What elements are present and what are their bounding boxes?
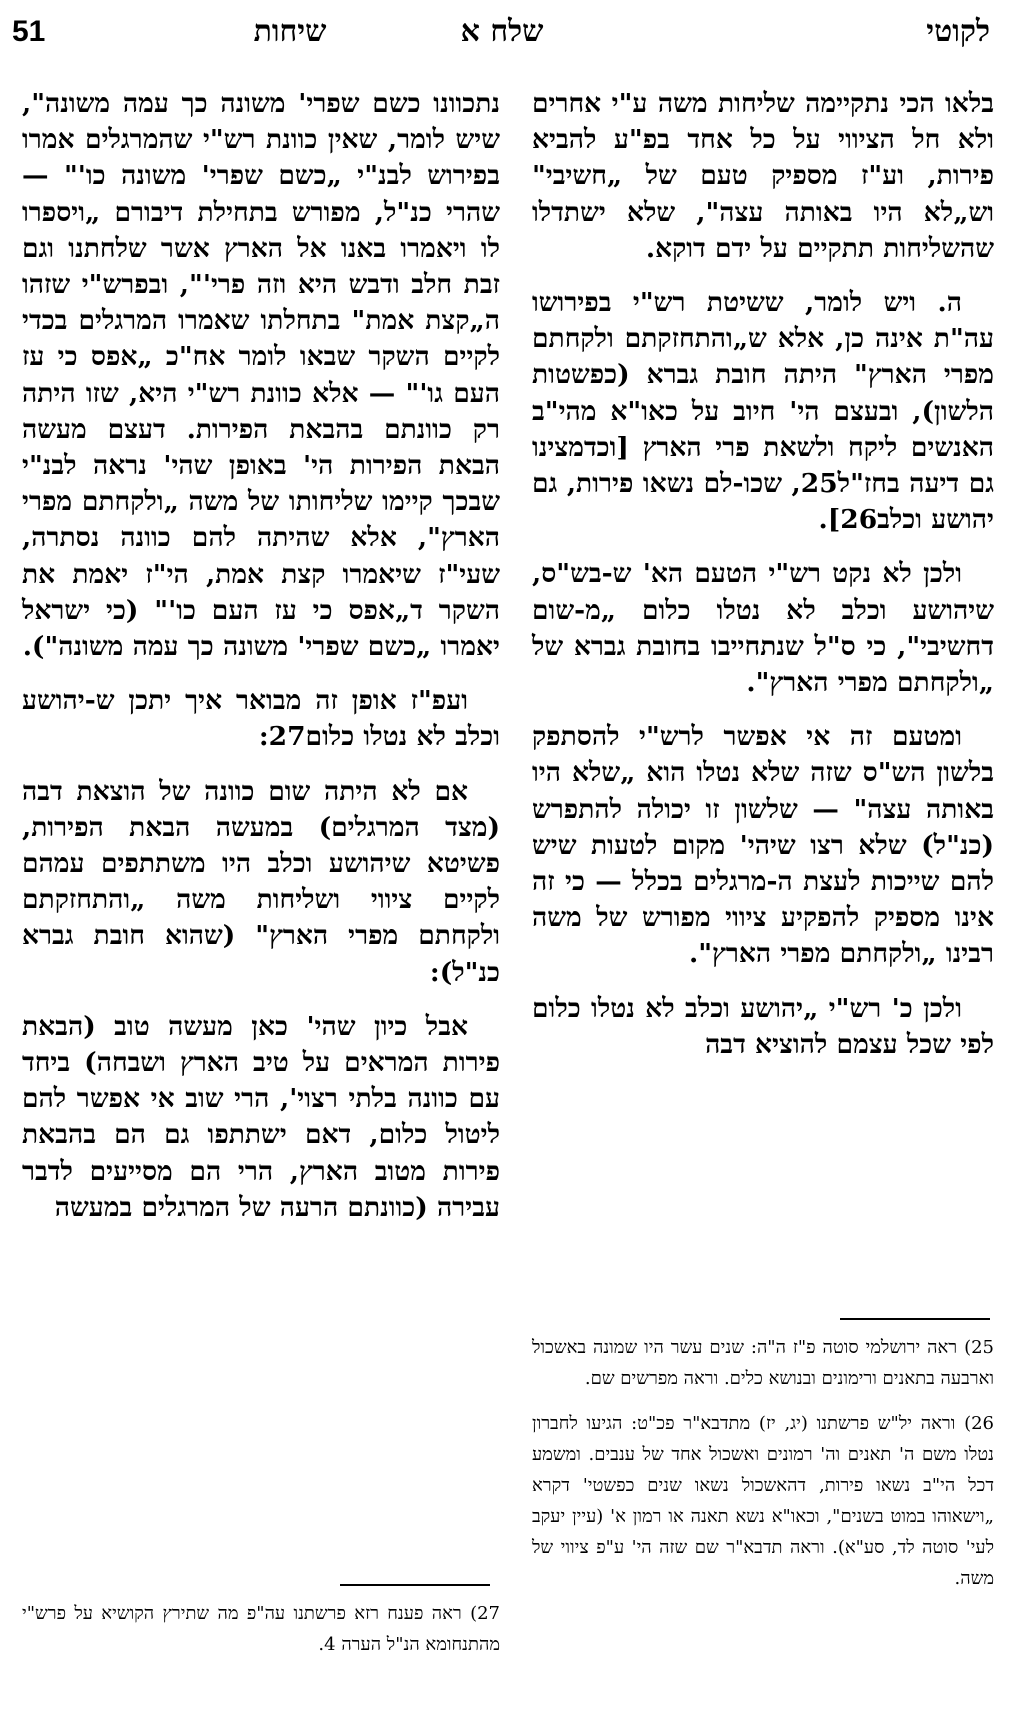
paragraph: ומטעם זה אי אפשר לרש"י להסתפק בלשון הש"ס שזה שלא נטלו הוא „שלא היו באותה עצה" — שלשון זו יכולה להתפרש (כנ"ל) שלא רצו שיהי' מקום לטעות שיש להם שייכות לעצת ה-מרגלים בכלל — כי זה אינו מספיק להפקיע ציווי מפורש של משה רבינו „ולקחתם מפרי הארץ". <box>532 721 994 970</box>
paragraph: ועפ"ז אופן זה מבואר איך יתכן ש-יהושע וכלב לא נטלו כלום27: <box>22 685 500 753</box>
header-section: שיחות <box>253 14 327 49</box>
header-book-title: לקוטי <box>926 14 990 49</box>
paragraph: ה. ויש לומר, ששיטת רש"י בפירושו עה"ת אינה כן, אלא ש„והתחזקתם ולקחתם מפרי הארץ" היתה חובת גברא (כפשטות הלשון), ובעצם הי' חיוב על כאו"א מהי"ב האנשים ליקח ולשאת פרי הארץ [וכדמצינו גם דיעה בחז"ל25, שכו-לם נשאו פירות, גם יהושע וכלב26]. <box>532 287 994 536</box>
left-text-column <box>22 86 500 1244</box>
right-text-column <box>532 86 994 1081</box>
footnote-divider-left <box>340 1584 490 1586</box>
paragraph: נתכוונו כשם שפרי' משונה כך עמה משונה", שיש לומר, שאין כוונת רש"י שהמרגלים אמרו בפירוש לבנ"י „כשם שפרי' משונה כו'" — שהרי כנ"ל, מפורש בתחילת דיבורם „ויספרו לו ויאמרו באנו אל הארץ אשר שלחתנו וגם זבת חלב ודבש היא וזה פרי'", ובפרש"י שזהו ה„קצת אמת" בתחלתו שאמרו המרגלים בכדי לקיים השקר שבאו לומר אח"כ „אפס כי עז העם גו'" — אלא כוונת רש"י היא, שזו היתה רק כוונתם בהבאת הפירות. דעצם מעשה הבאת הפירות הי' באופן שהי' נראה לבנ"י שבכך קיימו שליחותו של משה „ולקחתם מפרי הארץ", אלא שהיתה להם כוונה נסתרה, שעי"ז שיאמרו קצת אמת, הי"ז יאמת את השקר ד„אפס כי עז העם כו'" (כי ישראל יאמרו „כשם שפרי' משונה כך עמה משונה"). <box>22 88 500 663</box>
header-parsha: שלח א <box>460 14 544 49</box>
page-number: 51 <box>12 15 46 48</box>
paragraph: ולכן לא נקט רש"י הטעם הא' ש-בש"ס, שיהושע וכלב לא נטלו כלום „מ-שום דחשיבי", כי ס"ל שנתחייבו בחובת גברא של „ולקחתם מפרי הארץ". <box>532 558 994 699</box>
paragraph: אבל כיון שהי' כאן מעשה טוב (הבאת פירות המראים על טיב הארץ ושבחה) ביחד עם כוונה בלתי רצוי', הרי שוב אי אפשר להם ליטול כלום, דאם ישתתפו גם הם בהבאת פירות מטוב הארץ, הרי הם מסייעים לדבר עבירה (כוונתם הרעה של המרגלים במעשה <box>22 1010 500 1223</box>
footnote: 27) ראה פענח רזא פרשתנו עה"פ מה שתירץ הקושיא על פרש"י מהתנחומא הנ"ל הערה 4. <box>22 1603 500 1655</box>
footnotes-right <box>532 1332 994 1608</box>
paragraph: בלאו הכי נתקיימה שליחות משה ע"י אחרים ולא חל הציווי על כל אחד בפ"ע להביא פירות, וע"ז מספיק טעם של „חשיבי" וש„לא היו באותה עצה", שלא ישתדלו שהשליחות תתקיים על ידם דוקא. <box>532 88 994 264</box>
paragraph: ולכן כ' רש"י „יהושע וכלב לא נטלו כלום לפי שכל עצמם להוציא דבה <box>532 992 994 1060</box>
running-header <box>0 12 1024 52</box>
footnote: 25) ראה ירושלמי סוטה פ"ז ה"ה: שנים עשר היו שמונה באשכול וארבעה בתאנים ורימונים ובנושא כלים. וראה מפרשים שם. <box>532 1337 994 1389</box>
footnotes-left <box>22 1598 500 1674</box>
footnote-divider-right <box>840 1318 990 1320</box>
paragraph: אם לא היתה שום כוונה של הוצאת דבה (מצד המרגלים) במעשה הבאת הפירות, פשיטא שיהושע וכלב היו משתתפים עמהם לקיים ציווי ושליחות משה „והתחזקתם ולקחתם מפרי הארץ" (שהוא חובת גברא כנ"ל): <box>22 775 500 988</box>
footnote: 26) וראה יל"ש פרשתנו (יג, יז) מתדבא"ר פכ"ט: הגיעו לחברון נטלו משם ה' תאנים וה' רמונים ואשכול אחד של ענבים. ומשמע דכל הי"ב נשאו פירות, דהאשכול נשאו שנים כפשטי' דקרא „וישאוהו במוט בשנים", וכאו"א נשא תאנה או רמון א' (עיין יעקב לעי' סוטה לד, סע"א). וראה תדבא"ר שם שזה הי' ע"פ ציווי של משה. <box>532 1413 994 1589</box>
